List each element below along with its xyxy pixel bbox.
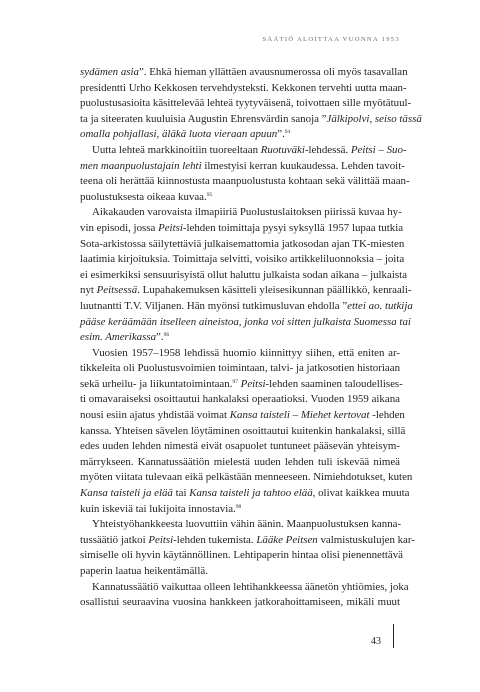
italic-text: ettei ao. tutkija <box>347 299 413 312</box>
text-line <box>80 159 405 175</box>
footnote-marker: 96 <box>163 332 170 339</box>
text-span: ”. <box>277 128 285 141</box>
text-span: nousi esiin ajatus yhdistää voimat <box>80 409 230 422</box>
text-span: puolustusasioita käsittelevää lehteä tyytyväisenä, toivottaen sille myötätuul- <box>80 97 412 110</box>
text-span: tikkeleita oli Puolustusvoimien toimintaan, talvi- ja jatkosotien historiaan <box>80 362 401 375</box>
text-span: ”. Ehkä hieman yllättäen avausnumerossa oli myös tasavallan <box>138 66 408 78</box>
text-line <box>80 564 400 580</box>
italic-text: sydämen asia <box>80 66 139 78</box>
text-line <box>80 252 405 268</box>
text-line <box>80 595 400 611</box>
text-line <box>80 392 400 408</box>
running-header: SÄÄTIÖ ALOITTAA VUONNA 1953 <box>262 36 400 43</box>
italic-text: Peitsessä <box>96 284 138 297</box>
text-line <box>80 548 404 564</box>
italic-text: Peitsi <box>158 221 183 234</box>
text-span: -lehdessä. <box>304 143 351 156</box>
text-line <box>80 580 409 596</box>
text-span: nyt <box>80 284 97 297</box>
footnote-marker: 97 <box>232 378 238 385</box>
text-span: sekä urheilu- ja liikuntatoimintaan. <box>80 377 233 390</box>
italic-text: Kansa taisteli ja tahtoo elää <box>189 487 313 500</box>
text-span: Vuosien 1957–1958 lehdissä huomio kiinnittyy siihen, että eniten ar- <box>92 346 400 359</box>
text-line <box>80 470 413 486</box>
text-span: ta ja siteeraten kuuluisia Augustin Ehrensvärdin sanoja ” <box>80 112 327 125</box>
text-line <box>80 268 407 284</box>
page-number-rule <box>393 624 394 648</box>
text-line <box>80 174 410 190</box>
text-span: Sota-arkistossa säilytettäviä julkaisemattomia jatkosodan ajan TK-miesten <box>80 237 405 250</box>
text-span: kanssa. Yhteisen sävelen löytäminen osoittautui kuitenkin hankalaksi, sillä <box>80 424 406 437</box>
text-span: ei esimerkiksi sensuurisyistä ollut haluttu julkaista sodan aikana – julkaista <box>80 268 407 281</box>
text-span: Kannatussäätiö vaikuttaa olleen lehtihankkeessa äänetön yhtiömies, joka <box>92 580 409 593</box>
text-span: teena oli herättää kiinnostusta maanpuolustusta kohtaan sekä välittää maan- <box>80 175 410 188</box>
text-span: ti omavaraiseksi osoittautui hankalaksi operaatioksi. Vuoden 1959 aikana <box>80 393 400 406</box>
text-line <box>80 96 412 112</box>
text-span: myöten viitata tulevaan eikä pelkästään menneeseen. Nimiehdotukset, kuten <box>80 471 413 484</box>
italic-text: men maanpuolustajain lehti <box>80 159 202 172</box>
italic-text: Peitsi <box>240 377 266 390</box>
text-span: tussäätiö jatkoi <box>80 533 149 546</box>
text-span: kuin iskeviä tai lukijoita innostavia. <box>80 502 236 515</box>
page-number: 43 <box>371 636 381 647</box>
text-span: presidentti Urho Kekkosen tervehdysteksti. Kekkonen tervehti uutta maan- <box>80 81 407 94</box>
italic-text: pääse keräämään itselleen aineistoa, jonka voi sitten julkaista Suomessa tai <box>80 315 411 328</box>
text-line <box>80 143 407 159</box>
text-line <box>80 221 404 237</box>
italic-text: Lääke Peitsen <box>256 533 318 546</box>
text-line <box>80 81 407 97</box>
text-line <box>80 517 400 533</box>
text-span: puolustuksesta oikeaa kuvaa. <box>80 190 207 203</box>
text-span: -lehden tukemista. <box>173 533 257 546</box>
footnote-marker: 94 <box>284 129 291 136</box>
footnote-marker: 95 <box>206 191 213 198</box>
text-span: . Lupahakemuksen käsitteli yleisesikunnan päällikkö, kenraali- <box>137 284 412 297</box>
text-line <box>80 127 400 143</box>
text-line <box>80 283 412 299</box>
text-span: -lehden saaminen taloudellises- <box>265 377 403 390</box>
text-span: -lehden toimittaja pysyi syksyllä 1957 lupaa tutkia <box>182 221 404 234</box>
text-line <box>80 439 400 455</box>
text-line <box>80 205 400 221</box>
text-span: , olivat kaikkea muuta <box>312 487 410 500</box>
text-line <box>80 486 410 502</box>
italic-text: Peitsi <box>148 533 174 546</box>
italic-text: Ruotuväki <box>260 143 305 156</box>
text-span: osallistui seuraavina vuosina hankkeen jatkorahoittamiseen, mikäli muut <box>80 596 400 609</box>
text-line <box>80 377 403 393</box>
text-span: valmistuskulujen kar- <box>317 533 415 546</box>
text-line <box>80 315 411 331</box>
text-span: simiselle oli hyvin käytännöllinen. Lehtipaperin hintaa olisi pienennettävä <box>80 549 404 562</box>
text-span: ”. <box>156 331 164 344</box>
text-line <box>80 502 400 518</box>
text-line <box>80 455 400 471</box>
text-span: tai <box>172 487 190 500</box>
text-line <box>80 330 400 346</box>
italic-text: Jälkipolvi, seiso tässä <box>326 112 422 125</box>
italic-text: Peitsi – Suo- <box>350 143 407 156</box>
text-span: Uutta lehteä markkinoitiin tuoreeltaan <box>92 143 261 156</box>
text-line <box>80 361 400 377</box>
text-line <box>80 65 408 81</box>
text-line <box>80 190 400 206</box>
text-span: laatimia kirjoituksia. Toimittaja selvitti, voisiko artikkeliluonnoksia – joita <box>80 253 405 266</box>
text-line <box>80 237 405 253</box>
text-line <box>80 408 405 424</box>
text-line <box>80 112 422 128</box>
text-span: Aikakauden varovaista ilmapiiriä Puolustuslaitoksen piirissä kuvaa hy- <box>92 206 402 219</box>
text-span: luutnantti T.V. Viljanen. Hän myönsi tutkimusluvan ehdolla ” <box>80 299 348 312</box>
body-text <box>80 65 422 611</box>
text-span: edes uuden lehden nimestä eivät osapuolet tuntuneet pääsevän yhteisym- <box>80 440 400 453</box>
text-span: Yhteistyöhankkeesta luovuttiin vähin äänin. Maanpuolustuksen kanna- <box>92 518 402 531</box>
text-line <box>80 346 400 362</box>
italic-text: Kansa taisteli ja elää <box>80 487 173 500</box>
text-span: ilmestyisi kerran kuukaudessa. Lehden tavoit- <box>201 159 405 172</box>
italic-text: Kansa taisteli – Miehet kertovat <box>229 409 370 422</box>
text-span: märrykseen. Kannatussäätiön mielestä uuden lehden tuli iskevää nimeä <box>80 455 400 468</box>
text-span: paperin laatua heikentämällä. <box>80 565 208 577</box>
text-span: vin episodi, jossa <box>80 221 159 234</box>
italic-text: omalla pohjallasi, äläkä luota vieraan apuun <box>80 128 278 141</box>
text-line <box>80 424 406 440</box>
footnote-marker: 98 <box>235 503 242 510</box>
text-line <box>80 533 415 549</box>
italic-text: esim. Amerikassa <box>80 331 157 344</box>
text-line <box>80 299 413 315</box>
text-span: -lehden <box>369 409 405 422</box>
